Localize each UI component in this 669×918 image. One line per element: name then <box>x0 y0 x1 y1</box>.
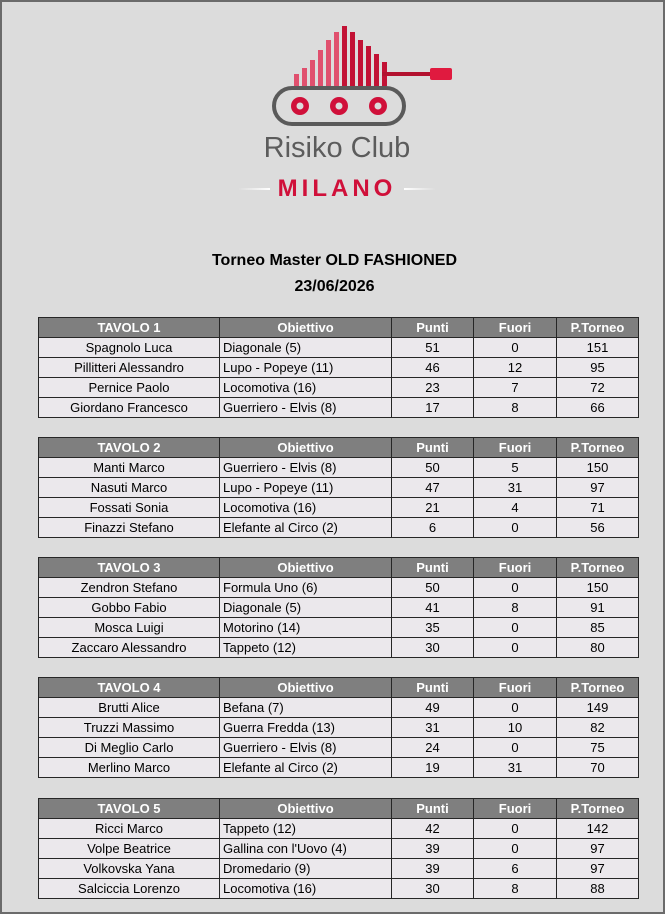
points: 17 <box>392 398 474 418</box>
points: 47 <box>392 478 474 498</box>
points: 30 <box>392 638 474 658</box>
table-name: TAVOLO 1 <box>39 318 220 338</box>
outs: 0 <box>474 338 557 358</box>
table-row <box>39 839 639 859</box>
table-row <box>39 358 639 378</box>
column-header: P.Torneo <box>557 318 639 338</box>
outs: 0 <box>474 819 557 839</box>
outs: 6 <box>474 859 557 879</box>
player-name: Pernice Paolo <box>39 378 220 398</box>
column-header: Punti <box>392 799 474 819</box>
city-divider-left <box>238 188 270 190</box>
objective: Elefante al Circo (2) <box>220 758 392 778</box>
table-row <box>39 859 639 879</box>
logo-bar <box>374 54 379 86</box>
table-4 <box>38 677 639 778</box>
player-name: Pillitteri Alessandro <box>39 358 220 378</box>
column-header: Fuori <box>474 678 557 698</box>
tournament-points: 150 <box>557 458 639 478</box>
tournament-points: 71 <box>557 498 639 518</box>
outs: 0 <box>474 518 557 538</box>
points: 39 <box>392 859 474 879</box>
objective: Tappeto (12) <box>220 638 392 658</box>
points: 21 <box>392 498 474 518</box>
table-header-row <box>39 678 639 698</box>
column-header: Punti <box>392 318 474 338</box>
points: 24 <box>392 738 474 758</box>
table-3 <box>38 557 639 658</box>
player-name: Volpe Beatrice <box>39 839 220 859</box>
column-header: Punti <box>392 558 474 578</box>
objective: Dromedario (9) <box>220 859 392 879</box>
objective: Locomotiva (16) <box>220 879 392 899</box>
table-row <box>39 518 639 538</box>
city-divider-right <box>404 188 436 190</box>
outs: 0 <box>474 698 557 718</box>
outs: 4 <box>474 498 557 518</box>
objective: Locomotiva (16) <box>220 498 392 518</box>
column-header: Fuori <box>474 438 557 458</box>
table-row <box>39 819 639 839</box>
outs: 0 <box>474 738 557 758</box>
points: 41 <box>392 598 474 618</box>
objective: Diagonale (5) <box>220 598 392 618</box>
tank-logo-icon <box>222 16 462 136</box>
logo-bar <box>358 40 363 86</box>
player-name: Volkovska Yana <box>39 859 220 879</box>
table-header-row <box>39 799 639 819</box>
column-header: Fuori <box>474 318 557 338</box>
logo-bar <box>318 50 323 86</box>
city-banner <box>227 174 447 204</box>
tournament-title: Torneo Master OLD FASHIONED <box>211 252 458 269</box>
tournament-points: 72 <box>557 378 639 398</box>
column-header: P.Torneo <box>557 558 639 578</box>
points: 42 <box>392 819 474 839</box>
table-header-row <box>39 318 639 338</box>
outs: 0 <box>474 638 557 658</box>
player-name: Di Meglio Carlo <box>39 738 220 758</box>
tournament-points: 151 <box>557 338 639 358</box>
column-header: P.Torneo <box>557 438 639 458</box>
table-row <box>39 498 639 518</box>
table-name: TAVOLO 5 <box>39 799 220 819</box>
table-5 <box>38 798 639 899</box>
city-name: MILANO <box>277 175 397 202</box>
player-name: Truzzi Massimo <box>39 718 220 738</box>
objective: Guerriero - Elvis (8) <box>220 398 392 418</box>
tournament-points: 88 <box>557 879 639 899</box>
tournament-points: 91 <box>557 598 639 618</box>
objective: Locomotiva (16) <box>220 378 392 398</box>
player-name: Spagnolo Luca <box>39 338 220 358</box>
table-row <box>39 458 639 478</box>
table-row <box>39 598 639 618</box>
points: 19 <box>392 758 474 778</box>
column-header: Fuori <box>474 799 557 819</box>
outs: 8 <box>474 398 557 418</box>
table-row <box>39 738 639 758</box>
player-name: Zendron Stefano <box>39 578 220 598</box>
club-name: Risiko Club <box>263 132 411 164</box>
points: 6 <box>392 518 474 538</box>
logo-bar <box>302 68 307 86</box>
outs: 7 <box>474 378 557 398</box>
table-header-row <box>39 558 639 578</box>
outs: 8 <box>474 879 557 899</box>
tournament-points: 95 <box>557 358 639 378</box>
column-header: Punti <box>392 678 474 698</box>
column-header: Obiettivo <box>220 678 392 698</box>
objective: Guerra Fredda (13) <box>220 718 392 738</box>
table-1 <box>38 317 639 418</box>
tournament-points: 97 <box>557 478 639 498</box>
tournament-points: 82 <box>557 718 639 738</box>
player-name: Merlino Marco <box>39 758 220 778</box>
outs: 10 <box>474 718 557 738</box>
objective: Gallina con l'Uovo (4) <box>220 839 392 859</box>
objective: Lupo - Popeye (11) <box>220 358 392 378</box>
column-header: Obiettivo <box>220 799 392 819</box>
player-name: Mosca Luigi <box>39 618 220 638</box>
table-header-row <box>39 438 639 458</box>
points: 35 <box>392 618 474 638</box>
outs: 8 <box>474 598 557 618</box>
table-row <box>39 638 639 658</box>
column-header: Obiettivo <box>220 558 392 578</box>
points: 39 <box>392 839 474 859</box>
table-row <box>39 618 639 638</box>
tournament-points: 85 <box>557 618 639 638</box>
column-header: P.Torneo <box>557 799 639 819</box>
table-row <box>39 478 639 498</box>
points: 51 <box>392 338 474 358</box>
tournament-points: 149 <box>557 698 639 718</box>
player-name: Manti Marco <box>39 458 220 478</box>
column-header: Obiettivo <box>220 438 392 458</box>
table-name: TAVOLO 4 <box>39 678 220 698</box>
points: 49 <box>392 698 474 718</box>
player-name: Ricci Marco <box>39 819 220 839</box>
tournament-points: 56 <box>557 518 639 538</box>
player-name: Gobbo Fabio <box>39 598 220 618</box>
logo-bar <box>350 32 355 86</box>
table-name: TAVOLO 2 <box>39 438 220 458</box>
table-row <box>39 758 639 778</box>
outs: 0 <box>474 578 557 598</box>
table-row <box>39 398 639 418</box>
objective: Tappeto (12) <box>220 819 392 839</box>
player-name: Fossati Sonia <box>39 498 220 518</box>
column-header: Obiettivo <box>220 318 392 338</box>
table-2 <box>38 437 639 538</box>
logo-bar <box>342 26 347 86</box>
objective: Befana (7) <box>220 698 392 718</box>
outs: 0 <box>474 839 557 859</box>
table-row <box>39 578 639 598</box>
outs: 12 <box>474 358 557 378</box>
objective: Elefante al Circo (2) <box>220 518 392 538</box>
outs: 31 <box>474 758 557 778</box>
tournament-points: 66 <box>557 398 639 418</box>
tournament-points: 75 <box>557 738 639 758</box>
outs: 31 <box>474 478 557 498</box>
outs: 0 <box>474 618 557 638</box>
table-row <box>39 698 639 718</box>
tournament-points: 142 <box>557 819 639 839</box>
table-row <box>39 879 639 899</box>
tournament-points: 80 <box>557 638 639 658</box>
objective: Lupo - Popeye (11) <box>220 478 392 498</box>
logo-bar <box>294 74 299 86</box>
points: 50 <box>392 458 474 478</box>
player-name: Nasuti Marco <box>39 478 220 498</box>
objective: Motorino (14) <box>220 618 392 638</box>
player-name: Brutti Alice <box>39 698 220 718</box>
player-name: Giordano Francesco <box>39 398 220 418</box>
column-header: Fuori <box>474 558 557 578</box>
tournament-points: 97 <box>557 859 639 879</box>
objective: Formula Uno (6) <box>220 578 392 598</box>
logo-bar <box>310 60 315 86</box>
table-name: TAVOLO 3 <box>39 558 220 578</box>
player-name: Finazzi Stefano <box>39 518 220 538</box>
objective: Guerriero - Elvis (8) <box>220 738 392 758</box>
table-row <box>39 718 639 738</box>
tournament-date: 23/06/2026 <box>294 278 375 295</box>
table-row <box>39 378 639 398</box>
objective: Guerriero - Elvis (8) <box>220 458 392 478</box>
points: 46 <box>392 358 474 378</box>
logo-bar <box>326 40 331 86</box>
points: 30 <box>392 879 474 899</box>
player-name: Salciccia Lorenzo <box>39 879 220 899</box>
objective: Diagonale (5) <box>220 338 392 358</box>
tournament-points: 150 <box>557 578 639 598</box>
tournament-points: 70 <box>557 758 639 778</box>
column-header: Punti <box>392 438 474 458</box>
table-row <box>39 338 639 358</box>
points: 31 <box>392 718 474 738</box>
outs: 5 <box>474 458 557 478</box>
logo-bar <box>334 32 339 86</box>
points: 23 <box>392 378 474 398</box>
logo-bar <box>366 46 371 86</box>
points: 50 <box>392 578 474 598</box>
tournament-points: 97 <box>557 839 639 859</box>
column-header: P.Torneo <box>557 678 639 698</box>
player-name: Zaccaro Alessandro <box>39 638 220 658</box>
